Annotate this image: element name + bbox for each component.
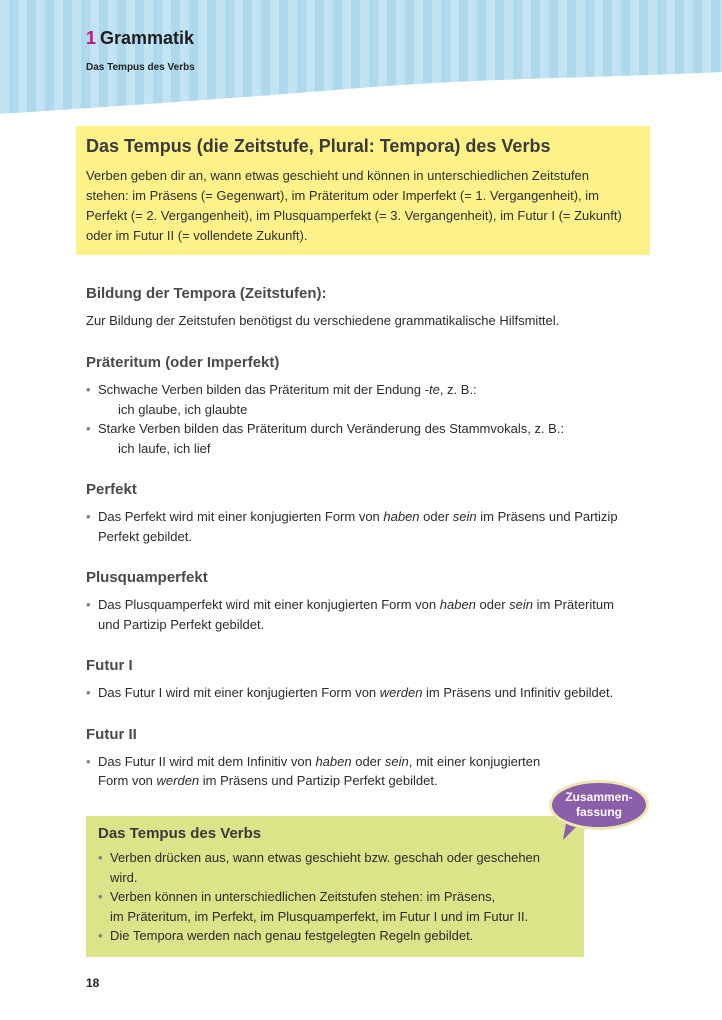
section-heading: Perfekt bbox=[86, 481, 137, 498]
text: Verben können in unterschiedlichen Zeitstufen stehen: im Präsens, bbox=[110, 889, 496, 904]
page-number: 18 bbox=[86, 976, 100, 990]
emphasis: haben bbox=[383, 509, 420, 524]
text: Das Plusquamperfekt wird mit einer konjugierten Form von bbox=[98, 597, 440, 612]
badge-line: fassung bbox=[575, 805, 622, 819]
chapter-title-text: Grammatik bbox=[100, 28, 195, 48]
section-heading: Plusquamperfekt bbox=[86, 569, 208, 586]
text: , z. B.: bbox=[439, 382, 477, 397]
list-item bbox=[98, 926, 572, 946]
text: Perfekt gebildet. bbox=[98, 528, 192, 544]
bullet-list bbox=[86, 683, 656, 703]
section-heading: Bildung der Tempora (Zeitstufen): bbox=[86, 285, 327, 302]
badge-line: Zusammen- bbox=[565, 790, 633, 804]
emphasis: haben bbox=[315, 753, 352, 769]
list-item bbox=[98, 848, 572, 887]
intro-text bbox=[86, 166, 640, 246]
text: Das Futur I wird mit einer konjugierten Form von bbox=[98, 685, 380, 700]
chapter-number: 1 bbox=[86, 28, 97, 48]
text: , mit einer konjugierten bbox=[408, 753, 541, 769]
bullet-list bbox=[86, 595, 656, 634]
list-item bbox=[86, 380, 656, 419]
intro-box bbox=[76, 126, 650, 255]
chapter-subtitle: Das Tempus des Verbs bbox=[86, 62, 195, 73]
section-praeteritum bbox=[86, 353, 656, 458]
section-heading: Futur II bbox=[86, 725, 137, 743]
main-content bbox=[86, 284, 656, 791]
text: Starke Verben bilden das Präteritum durch Veränderung des Stammvokals, z. B.: bbox=[98, 421, 565, 436]
list-item bbox=[86, 683, 656, 703]
summary-list bbox=[98, 848, 572, 946]
text: Verben drücken aus, wann etwas geschieht bzw. geschah oder geschehen bbox=[110, 850, 541, 865]
intro-line: Perfekt (= 2. Vergangenheit), im Plusquamperfekt (= 3. Vergangenheit), im Futur I (= Zukunft) bbox=[86, 208, 622, 223]
text: Die Tempora werden nach genau festgelegten Regeln gebildet. bbox=[110, 928, 474, 943]
section-perfekt bbox=[86, 480, 656, 546]
example: ich glaube, ich glaubte bbox=[118, 401, 248, 417]
intro-line: stehen: im Präsens (= Gegenwart), im Präteritum oder Imperfekt (= 1. Vergangenheit), im bbox=[86, 188, 599, 203]
bullet-list bbox=[86, 380, 656, 458]
header-band bbox=[0, 0, 722, 120]
text: oder bbox=[475, 597, 510, 612]
text: im Präsens und Partizip bbox=[476, 509, 618, 524]
section-futur2 bbox=[86, 725, 656, 791]
text: oder bbox=[419, 509, 453, 524]
list-item bbox=[86, 507, 656, 546]
text: und Partizip Perfekt gebildet. bbox=[98, 616, 265, 632]
emphasis: -te bbox=[424, 382, 440, 397]
emphasis: werden bbox=[379, 685, 423, 700]
emphasis: werden bbox=[156, 773, 200, 788]
text: im Präsens und Infinitiv gebildet. bbox=[422, 685, 614, 700]
emphasis: sein bbox=[509, 597, 534, 612]
text: im Präteritum bbox=[533, 597, 614, 612]
intro-title: Das Tempus (die Zeitstufe, Plural: Tempora) des Verbs bbox=[86, 136, 551, 156]
summary-badge bbox=[549, 780, 649, 830]
summary-title: Das Tempus des Verbs bbox=[98, 825, 262, 842]
text: Das Perfekt wird mit einer konjugierten Form von bbox=[98, 509, 384, 524]
section-heading: Futur I bbox=[86, 657, 133, 674]
text: im Präsens und Partizip Perfekt gebildet. bbox=[199, 773, 438, 788]
text: Das Futur II wird mit dem Infinitiv von bbox=[98, 753, 316, 769]
summary-box bbox=[86, 816, 584, 957]
text: im Präteritum, im Perfekt, im Plusquamperfekt, im Futur I und im Futur II. bbox=[110, 908, 529, 924]
section-text: Zur Bildung der Zeitstufen benötigst du verschiedene grammatikalische Hilfsmittel. bbox=[86, 313, 560, 328]
section-heading: Präteritum (oder Imperfekt) bbox=[86, 354, 280, 371]
emphasis: haben bbox=[439, 597, 476, 612]
intro-line: oder im Futur II (= vollendete Zukunft). bbox=[86, 228, 308, 243]
text: Schwache Verben bilden das Präteritum mit der Endung bbox=[98, 382, 425, 397]
section-plusquamperfekt bbox=[86, 568, 656, 634]
list-item bbox=[86, 595, 656, 634]
text: oder bbox=[351, 753, 385, 769]
intro-line: Verben geben dir an, wann etwas geschieht und können in unterschiedlichen Zeitstufen bbox=[86, 168, 590, 183]
emphasis: sein bbox=[384, 753, 409, 769]
text: wird. bbox=[110, 869, 138, 885]
list-item bbox=[98, 887, 572, 926]
section-bildung bbox=[86, 284, 656, 331]
bullet-list bbox=[86, 507, 656, 546]
section-futur1 bbox=[86, 656, 656, 703]
example: ich laufe, ich lief bbox=[118, 440, 211, 456]
text: Form von bbox=[98, 773, 157, 788]
chapter-title bbox=[86, 28, 194, 49]
list-item bbox=[86, 419, 656, 458]
emphasis: sein bbox=[452, 509, 477, 524]
